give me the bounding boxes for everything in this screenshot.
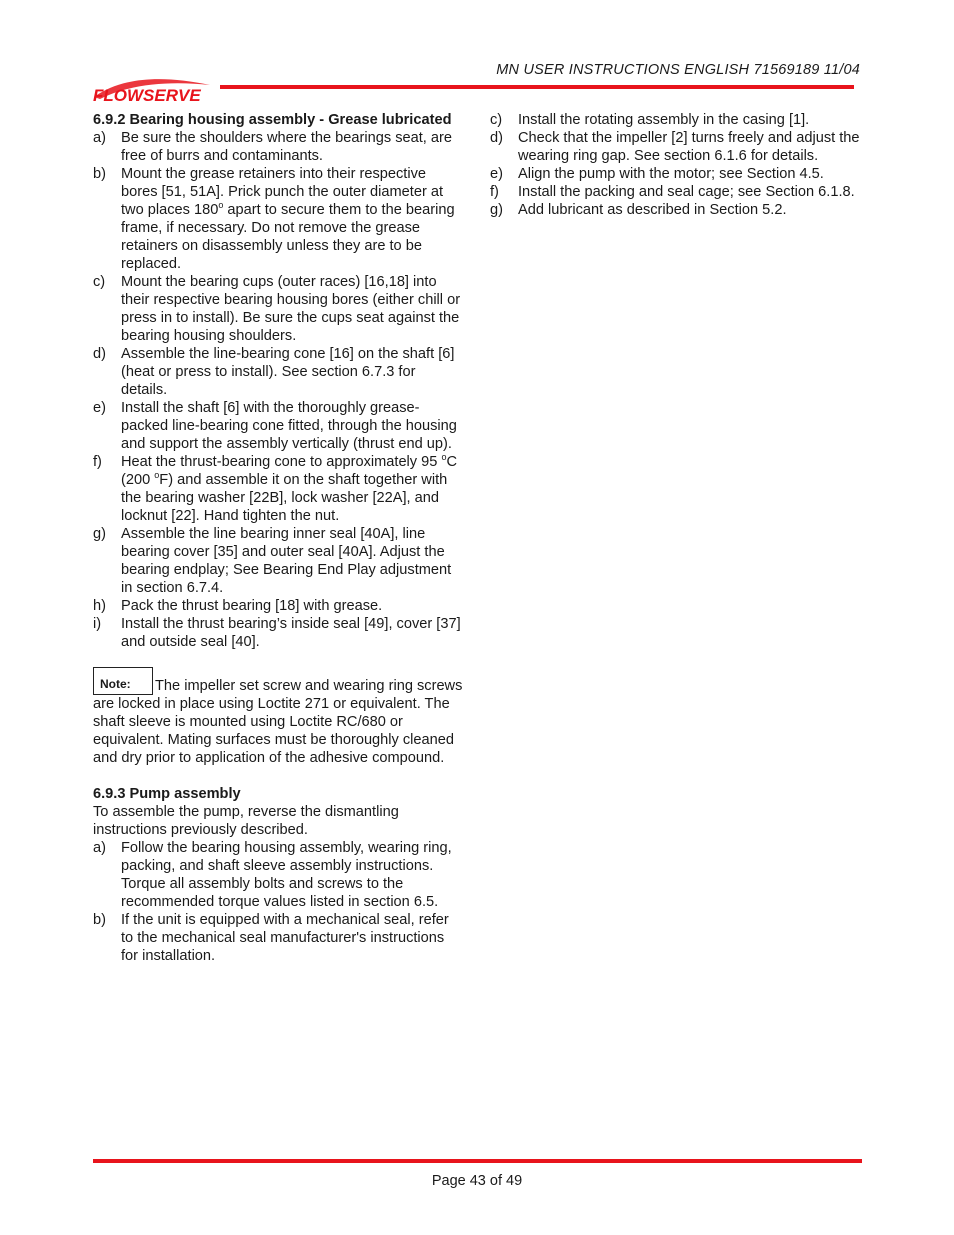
flowserve-logo: [92, 75, 212, 105]
list-item: a) Be sure the shoulders where the bearings seat, are free of burrs and contaminants.: [93, 130, 452, 164]
list-item: i) Install the thrust bearing’s inside seal [49], cover [37] and outside seal [40].: [93, 616, 461, 650]
list-item: e) Install the shaft [6] with the thoroughly grease-packed line-bearing cone fitted, through the housing and support the assembly vertically (thrust end up).: [93, 400, 457, 452]
list-item: b) If the unit is equipped with a mechanical seal, refer to the mechanical seal manufacturer's instructions for installation.: [93, 912, 449, 964]
list-item: d) Assemble the line-bearing cone [16] on the shaft [6] (heat or press to install). See section 6.7.3 for details.: [93, 346, 455, 398]
list-item: h) Pack the thrust bearing [18] with grease.: [93, 598, 383, 614]
list-item: g) Assemble the line bearing inner seal [40A], line bearing cover [35] and outer seal [40A]. Adjust the bearing endplay; See Bearing End Play adjustment in section 6.7.4.: [93, 526, 452, 596]
svg-text:FLOWSERVE: FLOWSERVE: [93, 86, 201, 105]
note-text: The impeller set screw and wearing ring screws are locked in place using Loctite 271 or equivalent. The shaft sleeve is mounted using Loctite RC/680 or equivalent. Mating surfaces must be thoroughly cleaned and dry prior to application of the adhesive compound.: [93, 678, 463, 766]
left-column: [93, 111, 463, 965]
list-item: d) Check that the impeller [2] turns freely and adjust the wearing ring gap. See section 6.1.6 for details.: [490, 130, 860, 164]
header-rule: [220, 85, 854, 89]
list-item: f) Heat the thrust-bearing cone to approximately 95 $^o$C (200 $^o$F) and assemble it on the shaft together with the bearing washer [22B], lock washer [22A], and locknut [22]. Hand tighten the nut.: [93, 452, 457, 524]
list-item: f) Install the packing and seal cage; see Section 6.1.8.: [490, 184, 855, 200]
list-item: c) Mount the bearing cups (outer races) [16,18] into their respective bearing housing bores (either chill or press in to install). Be sure the cups seat against the bearing housing shoulders.: [93, 274, 461, 344]
section-heading-6-9-3: 6.9.3 Pump assembly: [93, 786, 241, 802]
list-item: c) Install the rotating assembly in the casing [1].: [490, 112, 810, 128]
page-number: Page 43 of 49: [431, 1173, 523, 1189]
header-title: MN USER INSTRUCTIONS ENGLISH 71569189 11/04: [496, 62, 860, 78]
section-heading-6-9-2: 6.9.2 Bearing housing assembly - Grease lubricated: [93, 112, 452, 128]
list-item: a) Follow the bearing housing assembly, wearing ring, packing, and shaft sleeve assembly instructions. Torque all assembly bolts and screws to the recommended torque values listed in section 6.5.: [93, 840, 452, 910]
section-intro: To assemble the pump, reverse the dismantling instructions previously described.: [93, 804, 399, 838]
footer-rule: [93, 1159, 862, 1163]
list-item: g) Add lubricant as described in Section 5.2.: [490, 202, 787, 218]
list-item: b) Mount the grease retainers into their respective bores [51, 51A]. Prick punch the outer diameter at two places 180$^o$ apart to secure them to the bearing frame, if necessary. Do not remove the grease retainers on disassembly unless they are to be replaced.: [93, 166, 455, 272]
note-label: Note:: [93, 667, 153, 695]
note-paragraph: [93, 667, 463, 767]
list-item: e) Align the pump with the motor; see Section 4.5.: [490, 166, 824, 182]
right-column: [490, 111, 865, 219]
